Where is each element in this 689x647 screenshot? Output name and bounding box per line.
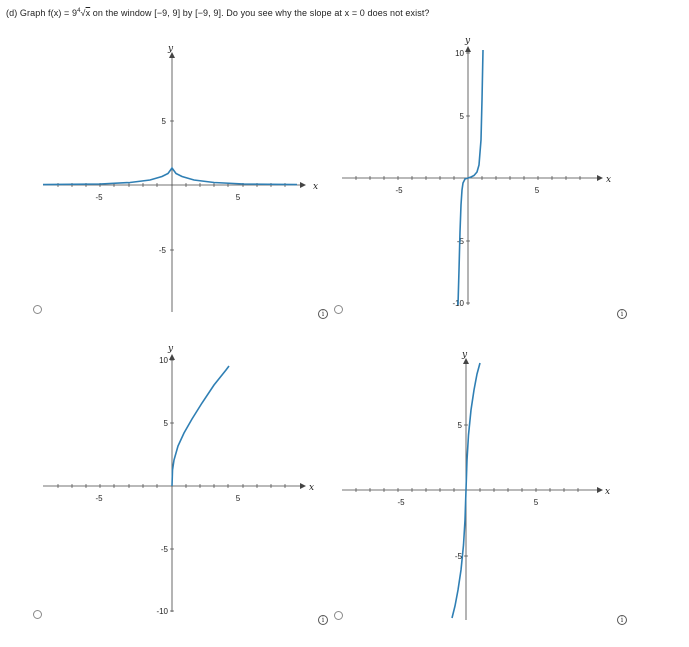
x-tick-label-neg5: -5: [395, 186, 403, 195]
graph-c: [43, 344, 314, 616]
y-tick-label-neg10: -10: [156, 607, 168, 616]
x-tick-label-neg5: -5: [397, 498, 405, 507]
option-b-radio[interactable]: [334, 305, 343, 314]
y-tick-label-5: 5: [161, 117, 166, 126]
x-axis-arrow-icon: [597, 487, 603, 493]
x-tick-label-5: 5: [235, 494, 241, 503]
y-tick-label-5: 5: [459, 112, 464, 121]
curve-c: [172, 366, 229, 486]
y-tick-label-10: 10: [455, 49, 464, 58]
question-prefix: Graph f(x) = 9: [19, 8, 78, 18]
y-axis-label: y: [168, 344, 174, 354]
option-c-radio[interactable]: [33, 610, 42, 619]
graph-a: [43, 44, 318, 312]
y-tick-label-neg10: -10: [452, 299, 464, 308]
x-tick-label-5: 5: [534, 186, 540, 195]
curve-b: [458, 50, 483, 305]
y-axis-label: y: [462, 350, 468, 360]
y-axis-label: y: [168, 44, 174, 54]
x-axis-arrow-icon: [300, 182, 306, 188]
option-b-info-icon[interactable]: i: [617, 309, 627, 319]
x-axis-arrow-icon: [300, 483, 306, 489]
graph-d: [342, 350, 610, 620]
x-axis-label: x: [606, 175, 612, 185]
option-d-radio[interactable]: [334, 611, 343, 620]
x-tick-label-neg5: -5: [95, 193, 103, 202]
y-axis-arrow-icon: [169, 354, 175, 360]
x-axis-label: x: [309, 483, 315, 493]
option-a-radio[interactable]: [33, 305, 42, 314]
x-tick-label-5: 5: [533, 498, 539, 507]
option-d-info-icon[interactable]: i: [617, 615, 627, 625]
root-index: 4: [77, 8, 81, 14]
x-axis-arrow-icon: [597, 175, 603, 181]
x-axis-label: x: [313, 182, 319, 192]
x-axis-label: x: [605, 487, 611, 497]
option-c-info-icon[interactable]: i: [318, 615, 328, 625]
curve-a: [43, 168, 297, 185]
y-tick-label-5: 5: [163, 419, 168, 428]
x-tick-label-5: 5: [235, 193, 241, 202]
radical-symbol-icon: √: [80, 8, 86, 18]
x-tick-label-neg5: -5: [95, 494, 103, 503]
y-tick-label-neg5: -5: [454, 552, 462, 561]
graph-b: [342, 36, 611, 308]
radicand: x: [85, 8, 91, 18]
y-axis-label: y: [465, 36, 471, 46]
y-tick-label-neg5: -5: [456, 237, 464, 246]
y-axis-arrow-icon: [465, 46, 471, 52]
y-tick-label-neg5: -5: [160, 545, 168, 554]
y-tick-label-10: 10: [159, 356, 168, 365]
question-part: (d): [6, 8, 18, 18]
question-suffix: on the window [−9, 9] by [−9, 9]. Do you see why the slope at x = 0 does not exist?: [90, 8, 430, 18]
option-a-info-icon[interactable]: i: [318, 309, 328, 319]
y-tick-label-5: 5: [457, 421, 462, 430]
y-tick-label-neg5: -5: [158, 246, 166, 255]
